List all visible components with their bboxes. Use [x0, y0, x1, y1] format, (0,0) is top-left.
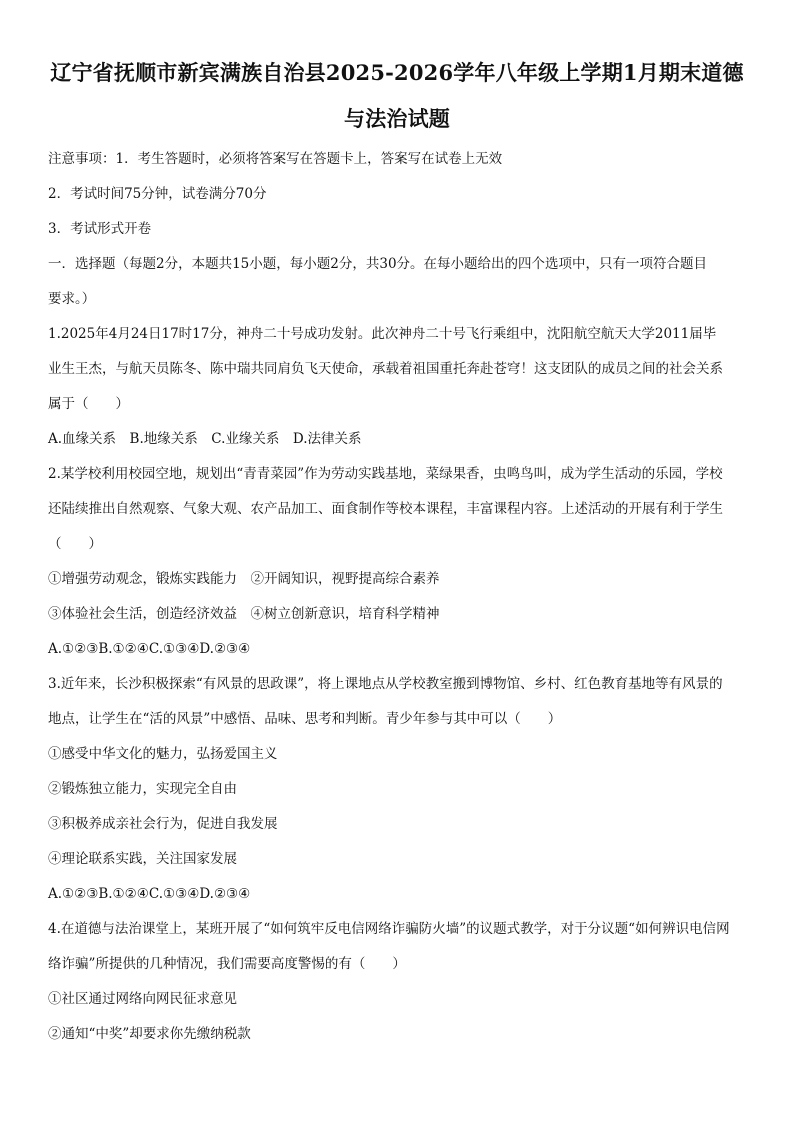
section-heading-line-1: 一．选择题（每题2分，本题共15小题，每小题2分，共30分。在每小题给出的四个选项中，只有一项符合题目 [48, 256, 708, 272]
q4-stem-line-1: 4.在道德与法治课堂上，某班开展了“如何筑牢反电信网络诈骗防火墙”的议题式教学，对于分议题“如何辨识电信网 [48, 921, 730, 937]
q3-answer-choices: A.①②③B.①②④C.①③④D.②③④ [48, 886, 251, 902]
notice-line-1: 注意事项：1．考生答题时，必须将答案写在答题卡上，答案写在试卷上无效 [48, 151, 503, 167]
exam-title-line-1: 辽宁省抚顺市新宾满族自治县2025-2026学年八年级上学期1月期末道德 [50, 60, 744, 85]
section-heading-line-2: 要求。） [48, 291, 96, 307]
notice-line-3: 3．考试形式开卷 [48, 221, 152, 237]
q1-stem-line-3: 属于（ ） [48, 396, 129, 412]
q2-stem-line-3: （ ） [48, 536, 102, 552]
q1-stem-line-1: 1.2025年4月24日17时17分，神舟二十号成功发射。此次神舟二十号飞行乘组中，沈阳航空航天大学2011届毕 [48, 326, 717, 342]
q2-option-line-2: ③体验社会生活，创造经济效益 ④树立创新意识，培育科学精神 [48, 606, 440, 622]
q3-option-line-4: ④理论联系实践，关注国家发展 [48, 851, 237, 867]
q4-option-line-2: ②通知“中奖”却要求你先缴纳税款 [48, 1026, 251, 1042]
q3-stem-line-2: 地点，让学生在“活的风景”中感悟、品味、思考和判断。青少年参与其中可以（ ） [48, 711, 562, 727]
q2-answer-choices: A.①②③B.①②④C.①③④D.②③④ [48, 641, 251, 657]
exam-title-line-2: 与法治试题 [344, 106, 450, 131]
q2-stem-line-1: 2.某学校利用校园空地，规划出“青青菜园”作为劳动实践基地，菜绿果香，虫鸣鸟叫，成为学生活动的乐园，学校 [48, 466, 723, 482]
q1-stem-line-2: 业生王杰，与航天员陈冬、陈中瑞共同肩负飞天使命，承载着祖国重托奔赴苍穹！这支团队的成员之间的社会关系 [48, 361, 723, 377]
q3-stem-line-1: 3.近年来，长沙积极探索“有风景的思政课”，将上课地点从学校教室搬到博物馆、乡村、红色教育基地等有风景的 [48, 676, 723, 692]
q3-option-line-1: ①感受中华文化的魅力，弘扬爱国主义 [48, 746, 278, 762]
q4-option-line-1: ①社区通过网络向网民征求意见 [48, 991, 237, 1007]
notice-line-2: 2．考试时间75分钟，试卷满分70分 [48, 186, 267, 202]
q3-option-line-3: ③积极养成亲社会行为，促进自我发展 [48, 816, 278, 832]
q4-stem-line-2: 络诈骗”所提供的几种情况，我们需要高度警惕的有（ ） [48, 956, 406, 972]
q2-option-line-1: ①增强劳动观念，锻炼实践能力 ②开阔知识，视野提高综合素养 [48, 571, 440, 587]
q2-stem-line-2: 还陆续推出自然观察、气象大观、农产品加工、面食制作等校本课程，丰富课程内容。上述活动的开展有利于学生 [48, 501, 723, 517]
q1-options: A.血缘关系 B.地缘关系 C.业缘关系 D.法律关系 [48, 431, 362, 447]
q3-option-line-2: ②锻炼独立能力，实现完全自由 [48, 781, 237, 797]
